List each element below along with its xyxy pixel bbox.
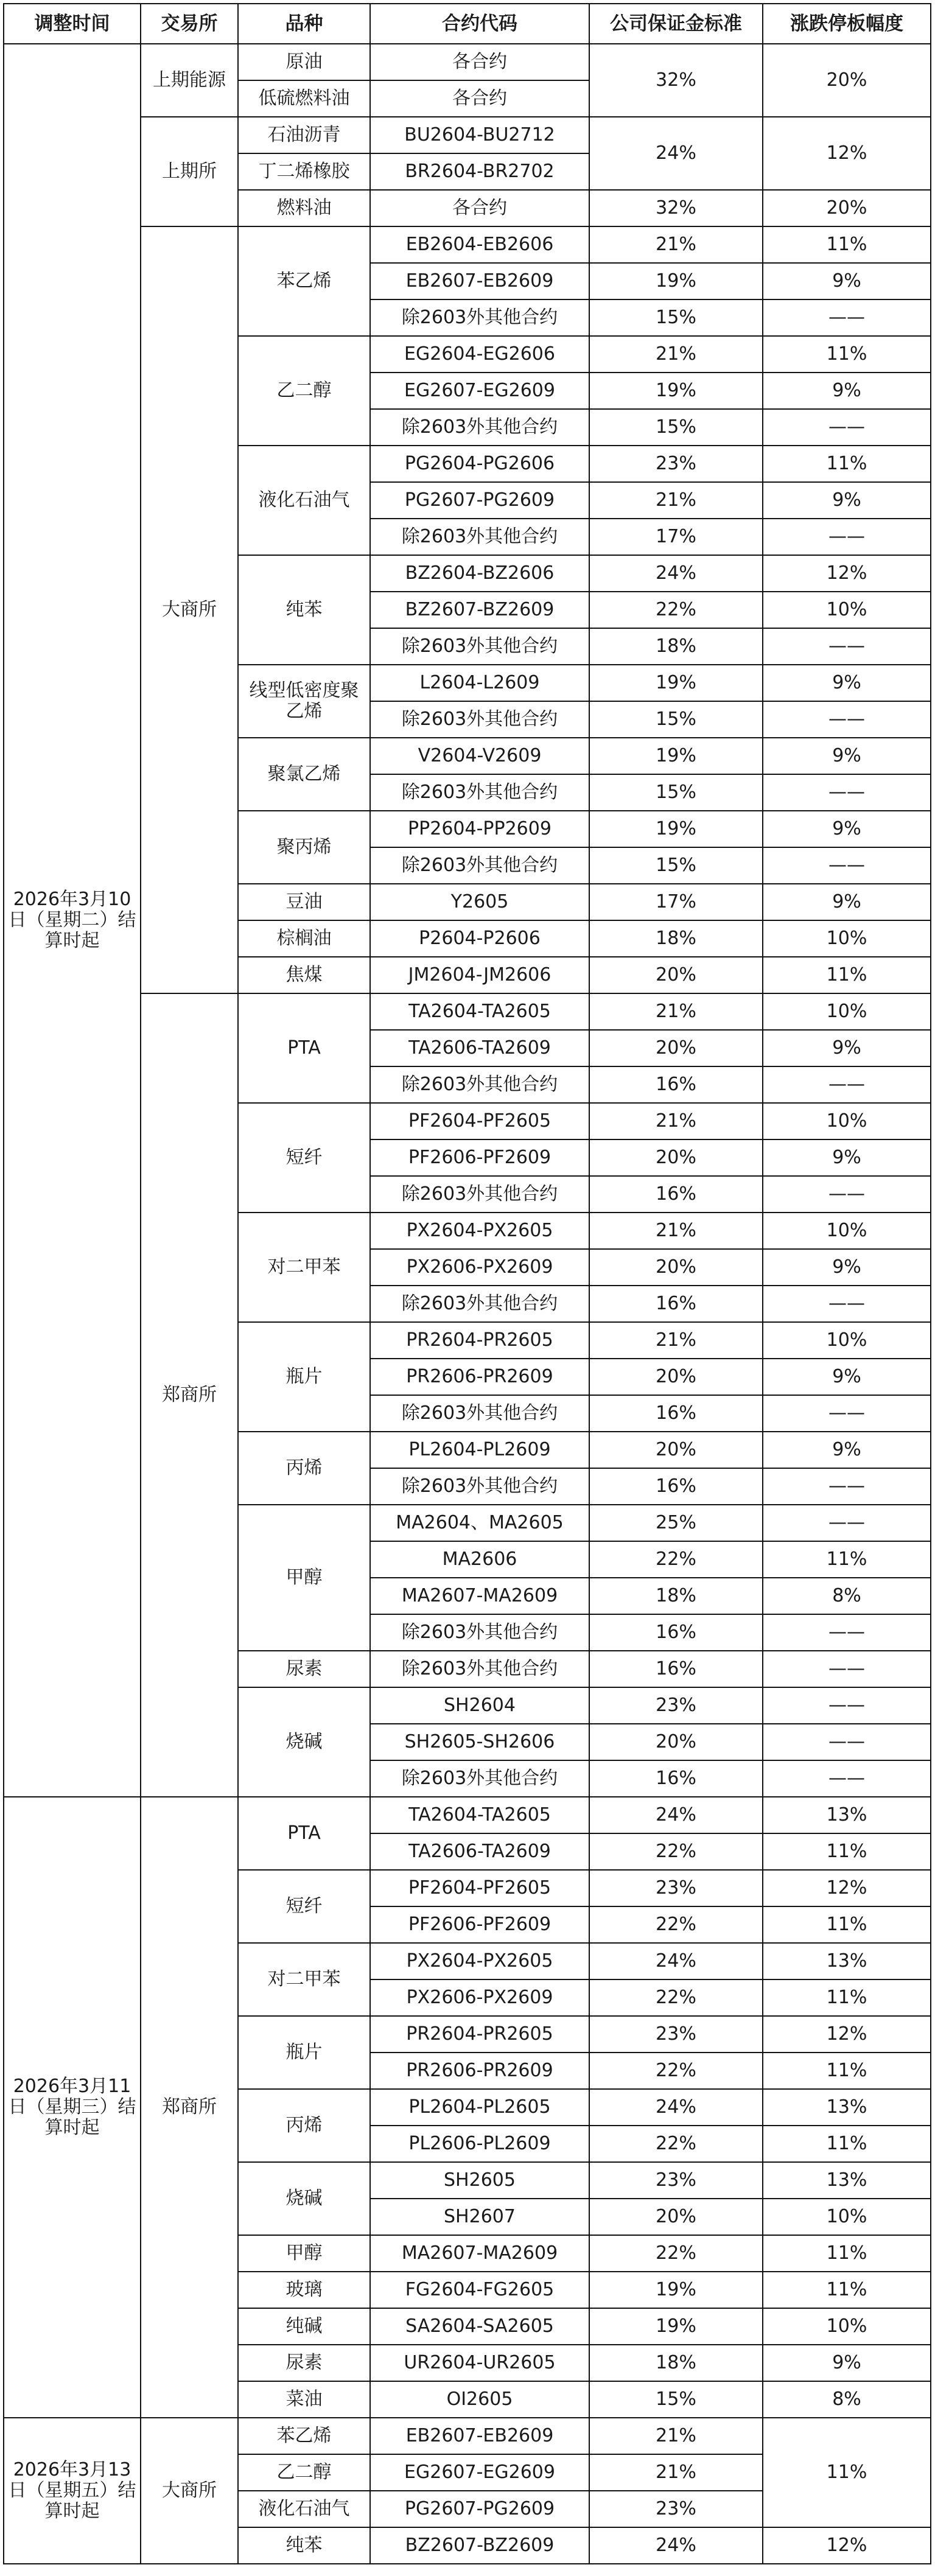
table-row	[4, 226, 931, 263]
product-cell: 对二甲苯	[238, 1943, 370, 2016]
price-limit-cell: ——	[763, 299, 931, 336]
margin-cell: 15%	[589, 701, 763, 738]
margin-cell: 24%	[589, 2527, 763, 2564]
product-cell: 石油沥青	[238, 117, 370, 153]
price-limit-cell: 11%	[763, 226, 931, 263]
contract-code-cell: 除2603外其他合约	[370, 1176, 589, 1213]
product-cell: 燃料油	[238, 190, 370, 226]
contract-code-cell: SH2605	[370, 2162, 589, 2199]
contract-code-cell: PF2604-PF2605	[370, 1870, 589, 1906]
product-cell: 豆油	[238, 884, 370, 920]
price-limit-cell: 11%	[763, 1833, 931, 1870]
price-limit-cell: ——	[763, 774, 931, 811]
margin-cell: 21%	[589, 336, 763, 373]
product-cell: 苯乙烯	[238, 226, 370, 336]
margin-cell: 19%	[589, 263, 763, 299]
contract-code-cell: PR2604-PR2605	[370, 2016, 589, 2053]
margin-cell: 16%	[589, 1176, 763, 1213]
header-adjust-time: 调整时间	[4, 4, 141, 44]
margin-cell: 20%	[589, 1432, 763, 1468]
price-limit-cell: 11%	[763, 446, 931, 482]
price-limit-cell: 9%	[763, 884, 931, 920]
product-cell: 焦煤	[238, 957, 370, 993]
exchange-cell: 大商所	[141, 2418, 238, 2564]
contract-code-cell: PX2606-PX2609	[370, 1249, 589, 1286]
table-row	[4, 44, 931, 80]
price-limit-cell: 12%	[763, 1870, 931, 1906]
price-limit-cell: 20%	[763, 44, 931, 117]
price-limit-cell: 11%	[763, 2053, 931, 2089]
margin-cell: 19%	[589, 373, 763, 409]
contract-code-cell: V2604-V2609	[370, 738, 589, 774]
contract-code-cell: SA2604-SA2605	[370, 2308, 589, 2345]
contract-code-cell: 除2603外其他合约	[370, 1395, 589, 1432]
contract-code-cell: 除2603外其他合约	[370, 1468, 589, 1505]
price-limit-cell: 11%	[763, 336, 931, 373]
contract-code-cell: MA2607-MA2609	[370, 2235, 589, 2272]
contract-code-cell: TA2604-TA2605	[370, 1797, 589, 1833]
contract-code-cell: PG2607-PG2609	[370, 2491, 589, 2527]
contract-code-cell: PL2606-PL2609	[370, 2126, 589, 2162]
price-limit-cell: 9%	[763, 1359, 931, 1395]
margin-cell: 19%	[589, 2272, 763, 2308]
price-limit-cell: 9%	[763, 665, 931, 701]
contract-code-cell: UR2604-UR2605	[370, 2345, 589, 2381]
contract-code-cell: MA2606	[370, 1541, 589, 1578]
price-limit-cell: 11%	[763, 2418, 931, 2527]
product-cell: PTA	[238, 993, 370, 1103]
margin-cell: 24%	[589, 117, 763, 190]
margin-cell: 18%	[589, 2345, 763, 2381]
margin-cell: 18%	[589, 1578, 763, 1614]
price-limit-cell: 10%	[763, 592, 931, 628]
product-cell: 纯苯	[238, 2527, 370, 2564]
contract-code-cell: 各合约	[370, 190, 589, 226]
margin-cell: 18%	[589, 628, 763, 665]
margin-cell: 17%	[589, 519, 763, 555]
contract-code-cell: BR2604-BR2702	[370, 153, 589, 190]
exchange-cell: 上期能源	[141, 44, 238, 117]
contract-code-cell: EB2607-EB2609	[370, 2418, 589, 2454]
margin-cell: 23%	[589, 2491, 763, 2527]
price-limit-cell: 10%	[763, 993, 931, 1030]
margin-cell: 19%	[589, 665, 763, 701]
margin-cell: 22%	[589, 2053, 763, 2089]
contract-code-cell: BZ2607-BZ2609	[370, 2527, 589, 2564]
contract-code-cell: 各合约	[370, 44, 589, 80]
product-cell: 尿素	[238, 2345, 370, 2381]
margin-cell: 15%	[589, 2381, 763, 2418]
price-limit-cell: 9%	[763, 2345, 931, 2381]
margin-cell: 22%	[589, 1906, 763, 1943]
margin-cell: 20%	[589, 2199, 763, 2235]
price-limit-cell: 10%	[763, 1103, 931, 1139]
margin-cell: 16%	[589, 1614, 763, 1651]
price-limit-cell: 12%	[763, 2527, 931, 2564]
price-limit-cell: ——	[763, 1286, 931, 1322]
header-product: 品种	[238, 4, 370, 44]
margin-cell: 21%	[589, 2454, 763, 2491]
price-limit-cell: 11%	[763, 957, 931, 993]
margin-cell: 21%	[589, 226, 763, 263]
margin-cell: 15%	[589, 774, 763, 811]
contract-code-cell: PR2604-PR2605	[370, 1322, 589, 1359]
margin-cell: 20%	[589, 1724, 763, 1760]
margin-cell: 21%	[589, 1213, 763, 1249]
margin-cell: 21%	[589, 482, 763, 519]
contract-code-cell: SH2607	[370, 2199, 589, 2235]
contract-code-cell: JM2604-JM2606	[370, 957, 589, 993]
contract-code-cell: PL2604-PL2605	[370, 2089, 589, 2126]
product-cell: 烧碱	[238, 1687, 370, 1797]
price-limit-cell: ——	[763, 519, 931, 555]
exchange-cell: 上期所	[141, 117, 238, 226]
product-cell: 瓶片	[238, 2016, 370, 2089]
margin-cell: 20%	[589, 1139, 763, 1176]
margin-cell: 22%	[589, 2235, 763, 2272]
product-cell: 低硫燃料油	[238, 80, 370, 117]
contract-code-cell: SH2604	[370, 1687, 589, 1724]
margin-cell: 21%	[589, 1322, 763, 1359]
table-row	[4, 993, 931, 1030]
contract-code-cell: PR2606-PR2609	[370, 1359, 589, 1395]
margin-cell: 22%	[589, 2126, 763, 2162]
price-limit-cell: 9%	[763, 373, 931, 409]
product-cell: 尿素	[238, 1651, 370, 1687]
contract-code-cell: BZ2607-BZ2609	[370, 592, 589, 628]
exchange-cell: 郑商所	[141, 993, 238, 1797]
contract-code-cell: 除2603外其他合约	[370, 847, 589, 884]
price-limit-cell: ——	[763, 1176, 931, 1213]
margin-cell: 22%	[589, 1833, 763, 1870]
price-limit-cell: ——	[763, 1724, 931, 1760]
contract-code-cell: P2604-P2606	[370, 920, 589, 957]
contract-code-cell: PG2604-PG2606	[370, 446, 589, 482]
margin-cell: 20%	[589, 1249, 763, 1286]
contract-code-cell: L2604-L2609	[370, 665, 589, 701]
header-margin-standard: 公司保证金标准	[589, 4, 763, 44]
margin-cell: 24%	[589, 2089, 763, 2126]
margin-cell: 20%	[589, 1359, 763, 1395]
price-limit-cell: ——	[763, 1066, 931, 1103]
contract-code-cell: EG2607-EG2609	[370, 373, 589, 409]
margin-cell: 15%	[589, 847, 763, 884]
contract-code-cell: BZ2604-BZ2606	[370, 555, 589, 592]
product-cell: 烧碱	[238, 2162, 370, 2235]
table-row	[4, 117, 931, 153]
price-limit-cell: 11%	[763, 1906, 931, 1943]
price-limit-cell: 9%	[763, 1432, 931, 1468]
product-cell: 液化石油气	[238, 446, 370, 555]
price-limit-cell: 20%	[763, 190, 931, 226]
price-limit-cell: 13%	[763, 2162, 931, 2199]
price-limit-cell: 9%	[763, 482, 931, 519]
margin-cell: 22%	[589, 1541, 763, 1578]
contract-code-cell: 除2603外其他合约	[370, 774, 589, 811]
price-limit-cell: 13%	[763, 1797, 931, 1833]
margin-cell: 24%	[589, 555, 763, 592]
price-limit-cell: ——	[763, 701, 931, 738]
contract-code-cell: 除2603外其他合约	[370, 1760, 589, 1797]
product-cell: 聚丙烯	[238, 811, 370, 884]
product-cell: 对二甲苯	[238, 1213, 370, 1322]
contract-code-cell: TA2606-TA2609	[370, 1030, 589, 1066]
product-cell: 苯乙烯	[238, 2418, 370, 2454]
price-limit-cell: ——	[763, 847, 931, 884]
contract-code-cell: 除2603外其他合约	[370, 628, 589, 665]
price-limit-cell: 9%	[763, 811, 931, 847]
margin-cell: 32%	[589, 44, 763, 117]
price-limit-cell: 8%	[763, 1578, 931, 1614]
product-cell: 丁二烯橡胶	[238, 153, 370, 190]
contract-code-cell: PR2606-PR2609	[370, 2053, 589, 2089]
margin-cell: 25%	[589, 1505, 763, 1541]
header-exchange: 交易所	[141, 4, 238, 44]
price-limit-cell: 10%	[763, 2199, 931, 2235]
margin-cell: 20%	[589, 1030, 763, 1066]
price-limit-cell: 11%	[763, 1541, 931, 1578]
product-cell: 丙烯	[238, 2089, 370, 2162]
price-limit-cell: 9%	[763, 1249, 931, 1286]
contract-code-cell: PF2606-PF2609	[370, 1906, 589, 1943]
product-cell: 短纤	[238, 1103, 370, 1213]
price-limit-cell: 9%	[763, 1139, 931, 1176]
price-limit-cell: ——	[763, 628, 931, 665]
price-limit-cell: 10%	[763, 1213, 931, 1249]
contract-code-cell: MA2607-MA2609	[370, 1578, 589, 1614]
product-cell: 纯苯	[238, 555, 370, 665]
margin-cell: 21%	[589, 2418, 763, 2454]
contract-code-cell: 除2603外其他合约	[370, 1614, 589, 1651]
contract-code-cell: PX2604-PX2605	[370, 1213, 589, 1249]
price-limit-cell: 12%	[763, 555, 931, 592]
contract-code-cell: PF2606-PF2609	[370, 1139, 589, 1176]
product-cell: 菜油	[238, 2381, 370, 2418]
margin-cell: 21%	[589, 1103, 763, 1139]
price-limit-cell: ——	[763, 1687, 931, 1724]
header-price-limit: 涨跌停板幅度	[763, 4, 931, 44]
margin-cell: 16%	[589, 1395, 763, 1432]
contract-code-cell: 除2603外其他合约	[370, 1286, 589, 1322]
price-limit-cell: 8%	[763, 2381, 931, 2418]
price-limit-cell: 9%	[763, 263, 931, 299]
contract-code-cell: 除2603外其他合约	[370, 1651, 589, 1687]
contract-code-cell: Y2605	[370, 884, 589, 920]
margin-cell: 23%	[589, 2016, 763, 2053]
margin-cell: 19%	[589, 811, 763, 847]
contract-code-cell: 除2603外其他合约	[370, 701, 589, 738]
product-cell: 甲醇	[238, 1505, 370, 1651]
header-row	[4, 4, 931, 44]
price-limit-cell: 11%	[763, 1979, 931, 2016]
product-cell: 丙烯	[238, 1432, 370, 1505]
contract-code-cell: PG2607-PG2609	[370, 482, 589, 519]
product-cell: 线型低密度聚乙烯	[238, 665, 370, 738]
contract-code-cell: FG2604-FG2605	[370, 2272, 589, 2308]
product-cell: 玻璃	[238, 2272, 370, 2308]
price-limit-cell: 12%	[763, 117, 931, 190]
price-limit-cell: ——	[763, 1505, 931, 1541]
price-limit-cell: ——	[763, 1614, 931, 1651]
contract-code-cell: TA2604-TA2605	[370, 993, 589, 1030]
price-limit-cell: 11%	[763, 2235, 931, 2272]
margin-cell: 24%	[589, 1797, 763, 1833]
price-limit-cell: ——	[763, 409, 931, 446]
product-cell: 液化石油气	[238, 2491, 370, 2527]
margin-cell: 20%	[589, 957, 763, 993]
price-limit-cell: ——	[763, 1760, 931, 1797]
contract-code-cell: OI2605	[370, 2381, 589, 2418]
margin-cell: 23%	[589, 1870, 763, 1906]
price-limit-cell: 10%	[763, 920, 931, 957]
contract-code-cell: 除2603外其他合约	[370, 519, 589, 555]
exchange-cell: 大商所	[141, 226, 238, 993]
contract-code-cell: MA2604、MA2605	[370, 1505, 589, 1541]
price-limit-cell: ——	[763, 1395, 931, 1432]
price-limit-cell: 12%	[763, 2016, 931, 2053]
product-cell: 乙二醇	[238, 2454, 370, 2491]
price-limit-cell: 9%	[763, 738, 931, 774]
price-limit-cell: ——	[763, 1468, 931, 1505]
price-limit-cell: 10%	[763, 2308, 931, 2345]
contract-code-cell: PF2604-PF2605	[370, 1103, 589, 1139]
margin-cell: 24%	[589, 1943, 763, 1979]
price-limit-cell: 10%	[763, 1322, 931, 1359]
contract-code-cell: EB2607-EB2609	[370, 263, 589, 299]
contract-code-cell: PX2604-PX2605	[370, 1943, 589, 1979]
contract-code-cell: BU2604-BU2712	[370, 117, 589, 153]
contract-code-cell: TA2606-TA2609	[370, 1833, 589, 1870]
product-cell: PTA	[238, 1797, 370, 1870]
product-cell: 甲醇	[238, 2235, 370, 2272]
margin-cell: 16%	[589, 1066, 763, 1103]
margin-cell: 16%	[589, 1760, 763, 1797]
contract-code-cell: EG2607-EG2609	[370, 2454, 589, 2491]
margin-cell: 16%	[589, 1468, 763, 1505]
contract-code-cell: EB2604-EB2606	[370, 226, 589, 263]
contract-code-cell: PX2606-PX2609	[370, 1979, 589, 2016]
margin-table	[3, 3, 931, 2564]
margin-cell: 16%	[589, 1651, 763, 1687]
margin-cell: 23%	[589, 446, 763, 482]
price-limit-cell: ——	[763, 1651, 931, 1687]
product-cell: 聚氯乙烯	[238, 738, 370, 811]
contract-code-cell: 各合约	[370, 80, 589, 117]
margin-cell: 15%	[589, 409, 763, 446]
table-row	[4, 1797, 931, 1833]
margin-cell: 15%	[589, 299, 763, 336]
product-cell: 棕榈油	[238, 920, 370, 957]
table-row	[4, 2418, 931, 2454]
margin-cell: 18%	[589, 920, 763, 957]
margin-cell: 22%	[589, 1979, 763, 2016]
product-cell: 瓶片	[238, 1322, 370, 1432]
margin-cell: 19%	[589, 2308, 763, 2345]
price-limit-cell: 9%	[763, 1030, 931, 1066]
adjust-time-cell: 2026年3月13日（星期五）结算时起	[4, 2418, 141, 2564]
margin-cell: 21%	[589, 993, 763, 1030]
contract-code-cell: PL2604-PL2609	[370, 1432, 589, 1468]
header-contract-code: 合约代码	[370, 4, 589, 44]
contract-code-cell: 除2603外其他合约	[370, 1066, 589, 1103]
adjust-time-cell: 2026年3月11日（星期三）结算时起	[4, 1797, 141, 2418]
product-cell: 乙二醇	[238, 336, 370, 446]
product-cell: 原油	[238, 44, 370, 80]
product-cell: 短纤	[238, 1870, 370, 1943]
margin-cell: 32%	[589, 190, 763, 226]
margin-cell: 22%	[589, 592, 763, 628]
margin-cell: 23%	[589, 1687, 763, 1724]
price-limit-cell: 11%	[763, 2126, 931, 2162]
contract-code-cell: EG2604-EG2606	[370, 336, 589, 373]
margin-cell: 23%	[589, 2162, 763, 2199]
adjust-time-cell: 2026年3月10日（星期二）结算时起	[4, 44, 141, 1797]
contract-code-cell: 除2603外其他合约	[370, 299, 589, 336]
margin-cell: 16%	[589, 1286, 763, 1322]
contract-code-cell: 除2603外其他合约	[370, 409, 589, 446]
margin-cell: 17%	[589, 884, 763, 920]
contract-code-cell: PP2604-PP2609	[370, 811, 589, 847]
product-cell: 纯碱	[238, 2308, 370, 2345]
margin-cell: 19%	[589, 738, 763, 774]
price-limit-cell: 13%	[763, 2089, 931, 2126]
exchange-cell: 郑商所	[141, 1797, 238, 2418]
price-limit-cell: 11%	[763, 2272, 931, 2308]
contract-code-cell: SH2605-SH2606	[370, 1724, 589, 1760]
price-limit-cell: 13%	[763, 1943, 931, 1979]
